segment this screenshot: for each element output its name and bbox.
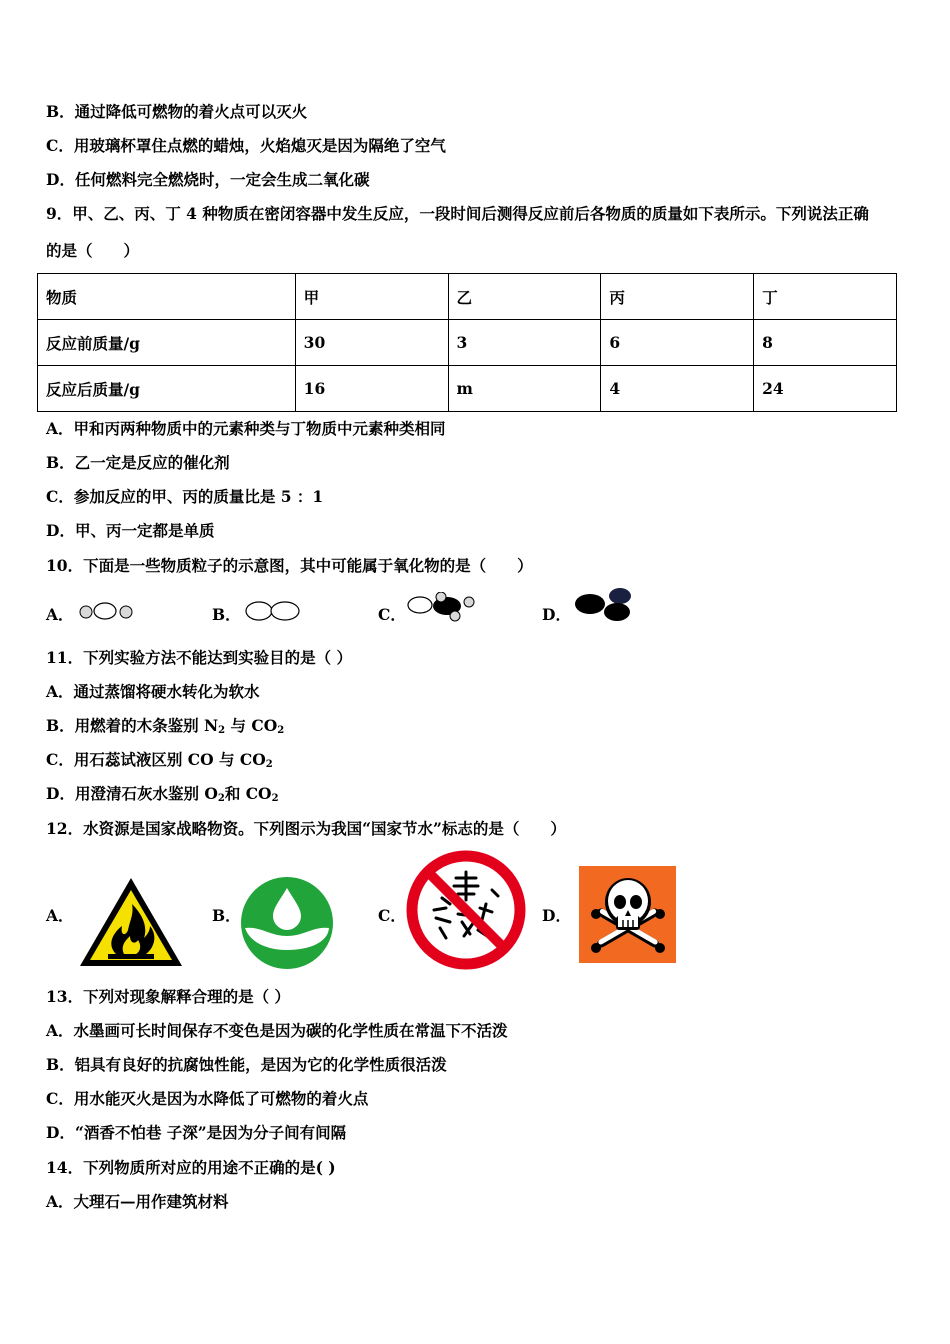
option-text: D．任何燃料完全燃烧时，一定会生成二氧化碳 [46, 170, 370, 189]
option-text: B．乙一定是反应的催化剂 [46, 453, 230, 472]
table-cell: 8 [754, 320, 897, 366]
table-cell: 乙 [448, 274, 601, 320]
option-text: D．用澄清石灰水鉴别 $O_2$和 $CO_2$ [46, 784, 279, 804]
question-13-stem: 13．下列对现象解释合理的是（ ） [46, 987, 290, 1006]
option-label: A． [46, 605, 74, 624]
option-text: B．铝具有良好的抗腐蚀性能，是因为它的化学性质很活泼 [46, 1055, 447, 1074]
table-header-row [38, 274, 897, 320]
option-label: D． [542, 906, 571, 925]
option-text: A．通过蒸馏将硬水转化为软水 [46, 682, 260, 701]
table-cell: 丙 [601, 274, 754, 320]
table-cell: 反应前质量/g [38, 320, 296, 366]
table-cell: 16 [295, 366, 448, 412]
option-text: C．用玻璃杯罩住点燃的蜡烛，火焰熄灭是因为隔绝了空气 [46, 136, 446, 155]
option-text: C．参加反应的甲、丙的质量比是 5 ：1 [46, 487, 324, 506]
option-label: B． [212, 906, 241, 925]
question-12-stem: 12．水资源是国家战略物资。下列图示为我国“国家节水”标志的是（ ） [46, 819, 566, 838]
option-text: C．用水能灭火是因为水降低了可燃物的着火点 [46, 1089, 369, 1108]
table-cell: m [448, 366, 601, 412]
option-text: D．甲、丙一定都是单质 [46, 521, 215, 540]
table-cell: 6 [601, 320, 754, 366]
option-text: A．大理石—用作建筑材料 [46, 1192, 229, 1211]
flammable-warning-icon [76, 874, 186, 970]
particle-diagram-a [78, 600, 138, 622]
particle-diagram-d [573, 587, 635, 623]
table-cell: 3 [448, 320, 601, 366]
table-cell: 物质 [38, 274, 296, 320]
prohibition-sign-icon [406, 850, 526, 970]
question-9-stem: 9．甲、乙、丙、丁 4 种物质在密闭容器中发生反应，一段时间后测得反应前后各物质的质量如下表所示。下列说法正确 [46, 204, 869, 223]
option-label: C． [378, 605, 406, 624]
mass-table [37, 273, 897, 412]
table-cell: 甲 [295, 274, 448, 320]
option-text: A．甲和丙两种物质中的元素种类与丁物质中元素种类相同 [46, 419, 446, 438]
particle-diagram-b [243, 599, 303, 623]
table-row [38, 320, 897, 366]
table-cell: 丁 [754, 274, 897, 320]
option-text: B．通过降低可燃物的着火点可以灭火 [46, 102, 308, 121]
poison-skull-icon [579, 866, 676, 963]
question-14-stem: 14．下列物质所对应的用途不正确的是( ) [46, 1158, 336, 1177]
option-label: D． [542, 605, 571, 624]
option-text: A．水墨画可长时间保存不变色是因为碳的化学性质在常温下不活泼 [46, 1021, 508, 1040]
option-label: C． [378, 906, 406, 925]
option-text: C．用石蕊试液区别 CO 与 $CO_2$ [46, 750, 273, 770]
option-label: B． [212, 605, 241, 624]
question-11-stem: 11．下列实验方法不能达到实验目的是（ ） [46, 648, 352, 667]
water-saving-icon [240, 876, 334, 970]
question-9-stem-cont: 的是（ ） [46, 241, 140, 260]
table-cell: 24 [754, 366, 897, 412]
table-cell: 4 [601, 366, 754, 412]
option-text: D．“酒香不怕巷 子深”是因为分子间有间隔 [46, 1123, 347, 1142]
table-cell: 反应后质量/g [38, 366, 296, 412]
table-cell: 30 [295, 320, 448, 366]
option-label: A． [46, 906, 74, 925]
table-row [38, 366, 897, 412]
question-10-stem: 10．下面是一些物质粒子的示意图，其中可能属于氧化物的是（ ） [46, 556, 533, 575]
particle-diagram-c [404, 592, 480, 624]
option-text: B．用燃着的木条鉴别 $N_2$ 与 $CO_2$ [46, 716, 285, 736]
